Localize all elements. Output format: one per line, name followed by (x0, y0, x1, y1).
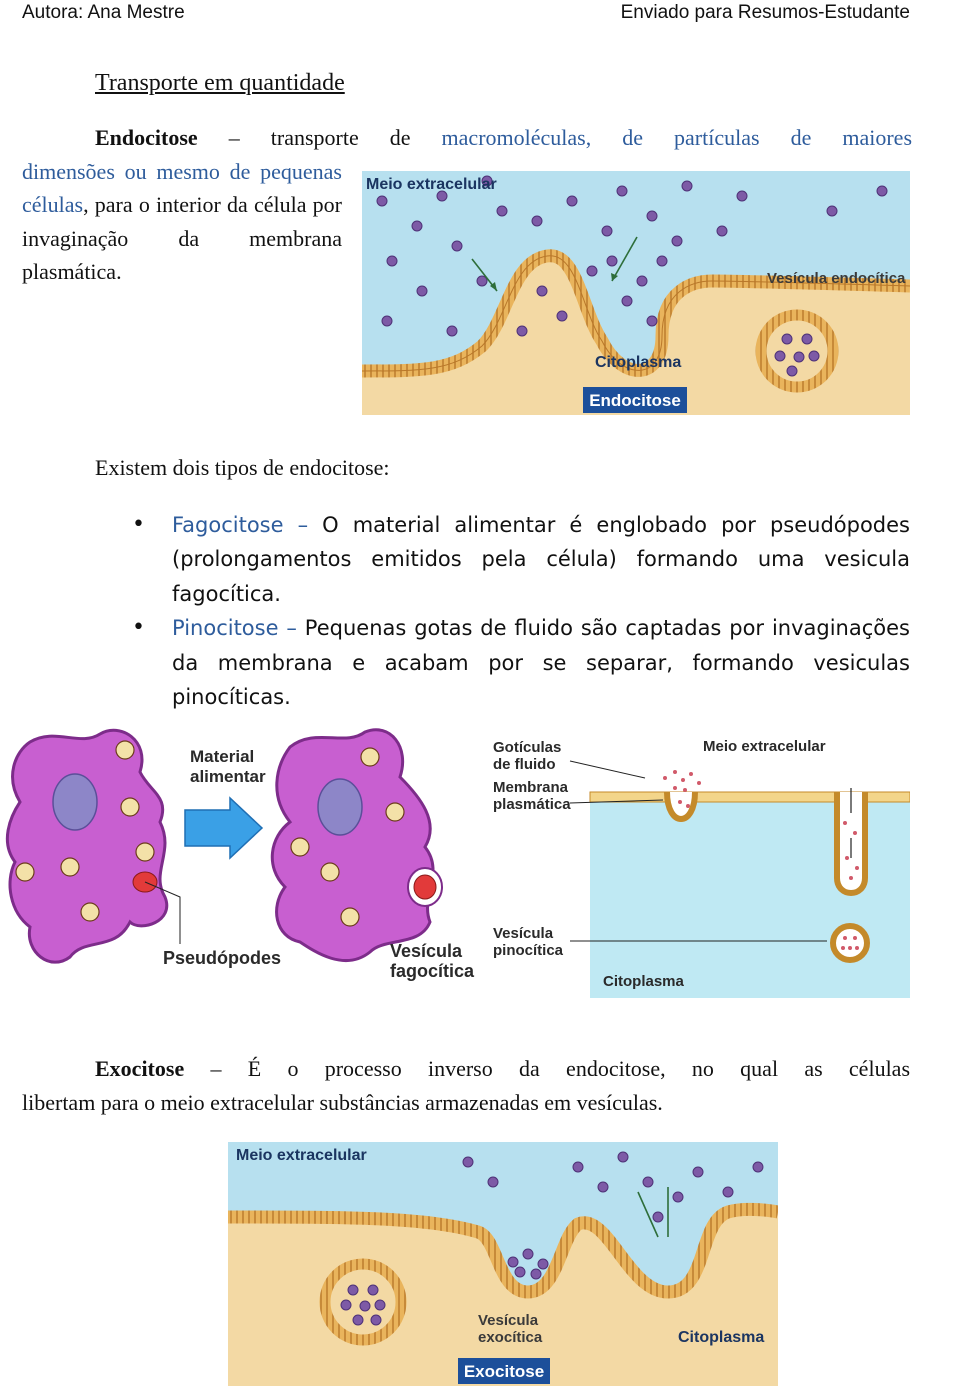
term-pinocitose: Pinocitose (172, 616, 279, 641)
dash: – (283, 513, 323, 537)
section-title: Transporte em quantidade (95, 70, 345, 96)
endocitose-text: transporte de (270, 125, 442, 150)
label-extracellular: Meio extracelular (236, 1147, 367, 1164)
phagocyte-cell-1 (7, 730, 166, 962)
bullet-icon: • (132, 512, 145, 537)
endocitose-line-3: , para o (83, 192, 150, 218)
label-vesicle-2: pinocítica (493, 942, 564, 959)
label-membrane-2: plasmática (493, 796, 571, 813)
endocytic-vesicle (761, 315, 833, 387)
list-item-fagocitose (132, 508, 910, 611)
label-endocytic-vesicle: Vesícula endocítica (767, 270, 906, 287)
bullet-icon: • (132, 615, 145, 641)
label-vesicle-1: Vesícula (390, 941, 463, 961)
endocytosis-figure (362, 171, 910, 415)
header-sent: Enviado para Resumos-Estudante (620, 2, 910, 23)
label-vesicle-2: exocítica (478, 1329, 543, 1346)
term-fagocitose: Fagocitose (172, 513, 284, 537)
endocytosis-types-list (132, 508, 910, 714)
exocytosis-figure (228, 1142, 778, 1386)
pinocytic-vesicle (833, 926, 867, 960)
caption-exocitose: Exocitose (463, 1362, 545, 1381)
label-material-2: alimentar (190, 767, 266, 786)
label-extracellular: Meio extracelular (366, 176, 497, 193)
label-vesicle-2: fagocítica (390, 961, 475, 981)
list-item-pinocitose (132, 611, 910, 714)
arrow-right-icon (185, 798, 262, 858)
endocitose-line-6: plasmática. (22, 259, 122, 285)
exocitose-text-1: É o processo inverso da endocitose, no qual as células (247, 1056, 911, 1081)
intro-text: Existem dois tipos de endocitose: (95, 455, 390, 480)
endocitose-line-4: interior da célula por (156, 192, 342, 218)
endocitose-text-blue: macromoléculas, de partículas de maiores (441, 125, 913, 150)
exocitose-paragraph (22, 1052, 910, 1120)
phagocytosis-figure (0, 722, 480, 990)
dash: – (278, 616, 305, 641)
endocitose-line-3-blue: pequenas células (22, 158, 342, 218)
pinocytosis-figure (485, 728, 910, 998)
label-extracellular: Meio extracelular (703, 738, 826, 755)
label-membrane-1: Membrana (493, 779, 569, 796)
endocitose-line-2: dimensões ou mesmo de (22, 158, 251, 184)
label-vesicle-1: Vesícula (478, 1312, 539, 1329)
endocitose-line-1 (22, 121, 912, 155)
dash: – (197, 125, 271, 150)
endocitose-line-5: invaginação da membrana (22, 225, 342, 251)
label-vesicle-1: Vesícula (493, 925, 554, 942)
exocitose-line-2: libertam para o meio extracelular substâncias armazenadas em vesículas. (22, 1090, 663, 1115)
endocitose-term: Endocitose (95, 125, 198, 150)
exocitose-line-1 (22, 1052, 910, 1086)
dash: – (184, 1056, 248, 1081)
exocitose-term: Exocitose (95, 1056, 185, 1081)
pinocitose-text: Pequenas gotas de fluido são captadas por invaginações da membrana e acabam por se separar, formando vesiculas pinocíticas. (172, 616, 910, 710)
label-pseudopods: Pseudópodes (163, 948, 282, 968)
header-author: Autora: Ana Mestre (22, 2, 185, 23)
fagocitose-text: O material alimentar é englobado por pseudópodes (prolongamentos emitidos pela célula) formando uma vesicula fagocítica. (172, 513, 910, 606)
caption-endocitose: Endocitose (589, 391, 681, 410)
label-cytoplasm: Citoplasma (603, 973, 684, 990)
label-material-1: Material (190, 747, 255, 766)
label-cytoplasm: Citoplasma (678, 1329, 765, 1346)
phagocyte-cell-2 (272, 730, 442, 961)
label-droplets-2: de fluido (493, 756, 556, 773)
label-cytoplasm: Citoplasma (595, 354, 682, 371)
endocitose-rest (22, 155, 342, 289)
label-droplets-1: Gotículas (493, 739, 562, 756)
